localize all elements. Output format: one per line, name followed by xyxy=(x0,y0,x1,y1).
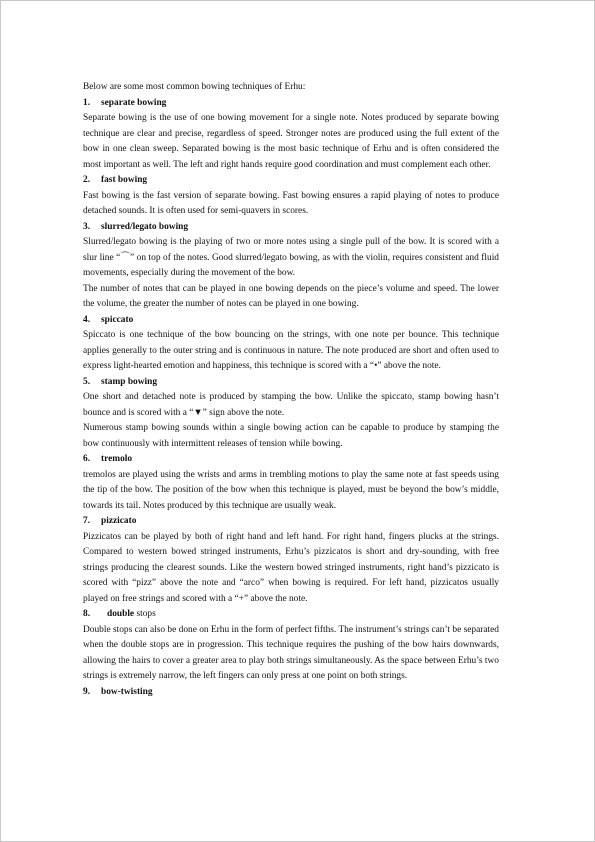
section-paragraph: tremolos are played using the wrists and arms in trembling motions to play the same note at fast speeds using the tip of the bow. The position of the bow when this technique is played, must be beyond the bow’s middle, towards its tail. Notes produced by this technique are usually weak. xyxy=(83,469,499,511)
section-title: double xyxy=(107,609,135,619)
section-paragraph: Pizzicatos can be played by both of right hand and left hand. For right hand, fingers plucks at the strings. Compared to western bowed stringed instruments, Erhu’s pizzicatos is short and dry-sounding, with free strings producing the clearest sounds. Like the western bowed stringed instruments, right hand’s pizzicato is scored with “pizz” above the note and “arco” when bowing is required. For left hand, pizzicatos usually played on free strings and scored with a “+” above the note. xyxy=(83,531,499,604)
section-title: separate bowing xyxy=(101,97,167,108)
section-title: pizzicato xyxy=(101,516,137,526)
section-number: 4. xyxy=(83,314,91,325)
section-title: tremolo xyxy=(101,454,133,464)
section-heading-tremolo xyxy=(83,452,499,468)
intro-text: Below are some most common bowing techniques of Erhu: xyxy=(83,82,306,92)
section-number: 9. xyxy=(83,686,91,697)
section-title: stamp bowing xyxy=(101,376,158,387)
section-paragraph: Numerous stamp bowing sounds within a single bowing action can be capable to produce by stamping the bow continuously with intermittent releases of tension while bowing. xyxy=(83,423,499,449)
section-paragraph: Double stops can also be done on Erhu in the form of perfect fifths. The instrument’s strings can’t be separated when the double stops are in progression. This technique requires the pushing of the bow hairs downwards, allowing the hairs to cover a greater area to play both strings simultaneously. As the space between Erhu’s two strings is extremely narrow, the left fingers can only press at one point on both strings. xyxy=(83,624,499,681)
section-number: 6. xyxy=(83,454,91,464)
section-heading-separate-bowing xyxy=(83,96,499,112)
section-title: slurred/legato bowing xyxy=(101,221,189,232)
section-title: spiccato xyxy=(101,314,134,325)
section-paragraph: Fast bowing is the fast version of separate bowing. Fast bowing ensures a rapid playing of notes to produce detached sounds. It is often used for semi-quavers in scores. xyxy=(83,190,499,216)
section-heading-spiccato xyxy=(83,313,499,329)
section-paragraph: Spiccato is one technique of the bow bouncing on the strings, with one note per bounce. This technique applies generally to the outer string and is continuous in nature. The note produced are short and often used to express light-hearted emotion and happiness, this technique is scored with a “•” above the note. xyxy=(83,330,499,371)
section-paragraph: Separate bowing is the use of one bowing movement for a single note. Notes produced by separate bowing technique are clear and precise, regardless of speed. Stronger notes are produced using the full extent of the bow in one clean sweep. Separated bowing is the most basic technique of Erhu and is often considered the most important as well. The left and right hands require good coordination and must complement each other. xyxy=(83,113,499,170)
section-number: 3. xyxy=(83,221,91,232)
section-paragraph: The number of notes that can be played in one bowing depends on the piece’s volume and speed. The lower the volume, the greater the number of notes can be played in one bowing. xyxy=(83,283,499,309)
section-paragraph: One short and detached note is produced by stamping the bow. Unlike the spiccato, stamp bowing hasn’t bounce and is scored with a “▼” sign above the note. xyxy=(83,392,499,418)
section-heading-pizzicato xyxy=(83,514,499,530)
section-number: 2. xyxy=(83,175,91,185)
section-number: 8. xyxy=(83,609,91,619)
section-heading-bow-twisting xyxy=(83,685,499,701)
document-body xyxy=(83,80,499,700)
section-number: 7. xyxy=(83,516,91,526)
section-title: fast bowing xyxy=(101,175,148,185)
section-heading-stamp-bowing xyxy=(83,375,499,391)
section-heading-slurred-legato-bowing xyxy=(83,220,499,236)
section-number: 5. xyxy=(83,376,91,387)
section-heading-fast-bowing xyxy=(83,173,499,189)
section-title-rest: stops xyxy=(134,609,156,619)
section-number: 1. xyxy=(83,97,91,108)
section-title: bow-twisting xyxy=(101,686,153,697)
section-heading-double-stops xyxy=(83,607,499,623)
section-paragraph: Slurred/legato bowing is the playing of two or more notes using a single pull of the bow. It is scored with a slur line “⌒” on top of the notes. Good slurred/legato bowing, as with the violin, requires consistent and fluid movements, especially during the movement of the bow. xyxy=(83,237,499,278)
